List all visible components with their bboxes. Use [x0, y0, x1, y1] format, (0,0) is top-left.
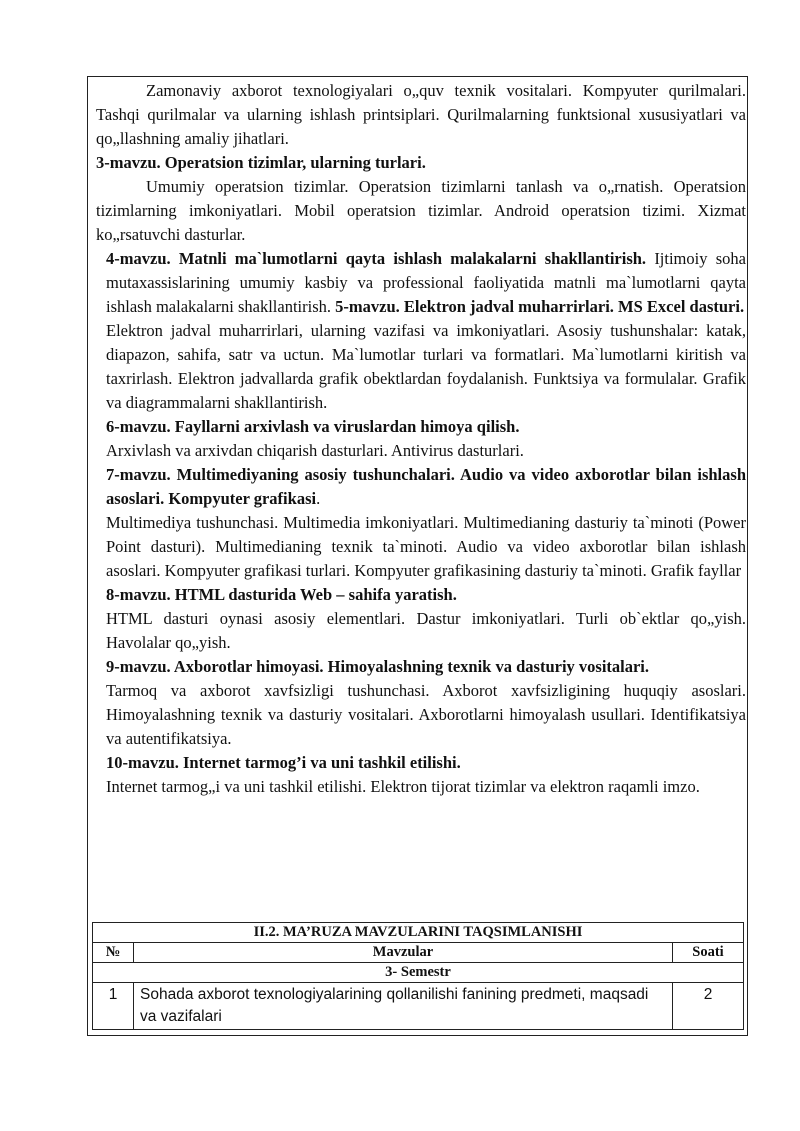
lecture-topics-table: [92, 922, 744, 1030]
topic-3-body: Umumiy operatsion tizimlar. Operatsion tizimlarni tanlash va o„rnatish. Operatsion tizimlarning imkoniyatlari. Mobil operatsion tizimlar. Android operatsion tizimi. Xizmat ko„rsatuvchi dasturlar.: [96, 177, 746, 244]
topic-10-body: Internet tarmog„i va uni tashkil etilishi. Elektron tijorat tizimlar va elektron raqamli imzo.: [106, 777, 700, 796]
row-number: 1: [93, 983, 134, 1030]
topic-4-title: 4-mavzu. Matnli ma`lumotlarni qayta ishlash malakalarni shakllantirish.: [106, 249, 647, 268]
table-caption: II.2. MA’RUZA MAVZULARINI TAQSIMLANISHI: [93, 923, 744, 943]
topic-5-title: 5-mavzu. Elektron jadval muharrirlari. MS Excel dasturi.: [335, 297, 745, 316]
row-topic: Sohada axborot texnologiyalarining qollanilishi fanining predmeti, maqsadi va vazifalari: [134, 983, 673, 1030]
table-row: [93, 983, 744, 1030]
row-hours: 2: [673, 983, 744, 1030]
topic-3-title: 3-mavzu. Operatsion tizimlar, ularning turlari.: [96, 153, 426, 172]
topic-9-title: 9-mavzu. Axborotlar himoyasi. Himoyalashning texnik va dasturiy vositalari.: [106, 657, 650, 676]
topic-10-title: 10-mavzu. Internet tarmog’i va uni tashkil etilishi.: [106, 753, 461, 772]
intro-paragraph: Zamonaviy axborot texnologiyalari o„quv texnik vositalari. Kompyuter qurilmalari. Tashqi qurilmalar va ularning ishlash printsiplari. Qurilmalarning funktsional xususiyatlari va qo„llashning amaliy jihatlari.: [96, 81, 746, 148]
topic-7-body: Multimediya tushunchasi. Multimedia imkoniyatlari. Multimedianing dasturiy ta`minoti (Power Point dasturi). Multimedianing texnik ta`minoti. Audio va video axborotlar bilan ishlash asoslari. Kompyuter grafikasi turlari. Kompyuter grafikasining dasturiy ta`minoti. Grafik fayllar: [106, 513, 746, 580]
topic-4-body: Ijtimoiy soha mutaxassislarining umumiy kasbiy va professional faoliyatida matnli ma`lumotlarni qayta ishlash malakalarni shakllantirish.: [106, 249, 746, 316]
topic-8-title: 8-mavzu. HTML dasturida Web – sahifa yaratish.: [106, 585, 457, 604]
header-hours: Soati: [673, 943, 744, 963]
header-topics: Mavzular: [134, 943, 673, 963]
topic-7-title: 7-mavzu. Multimediyaning asosiy tushunchalari. Audio va video axborotlar bilan ishlash asoslari. Kompyuter grafikasi: [106, 465, 746, 508]
topic-6-body: Arxivlash va arxivdan chiqarish dasturlari. Antivirus dasturlari.: [106, 441, 524, 460]
topic-9-body: Tarmoq va axborot xavfsizligi tushunchasi. Axborot xavfsizligining huquqiy asoslari. Himoyalashning texnik va dasturiy vositalari. Axborotlarni himoyalash usullari. Identifikatsiya va autentifikatsiya.: [106, 681, 746, 748]
document-body: [96, 79, 746, 799]
topic-4-paragraph: [96, 247, 746, 319]
topic-7-paragraph: 7-mavzu. Multimediyaning asosiy tushunchalari. Audio va video axborotlar bilan ishlash asoslari. Kompyuter grafikasi.: [106, 465, 746, 508]
semester-row: 3- Semestr: [93, 963, 744, 983]
topic-8-body: HTML dasturi oynasi asosiy elementlari. Dastur imkoniyatlari. Turli ob`ektlar qo„yish. Havolalar qo„yish.: [106, 609, 746, 652]
header-number: №: [93, 943, 134, 963]
topic-6-title: 6-mavzu. Fayllarni arxivlash va viruslardan himoya qilish.: [106, 417, 520, 436]
topic-5-body: Elektron jadval muharrirlari, ularning vazifasi va imkoniyatlari. Asosiy tushunshalar: katak, diapazon, sahifa, satr va uctun. Ma`lumotlar turlari va formatlari. Ma`lumotlarni kiritish va taxrirlash. Elektron jadvallarda grafik obektlardan foydalanish. Funktsiya va formulalar. Grafik va diagrammalarni shakllantirish.: [106, 321, 746, 412]
